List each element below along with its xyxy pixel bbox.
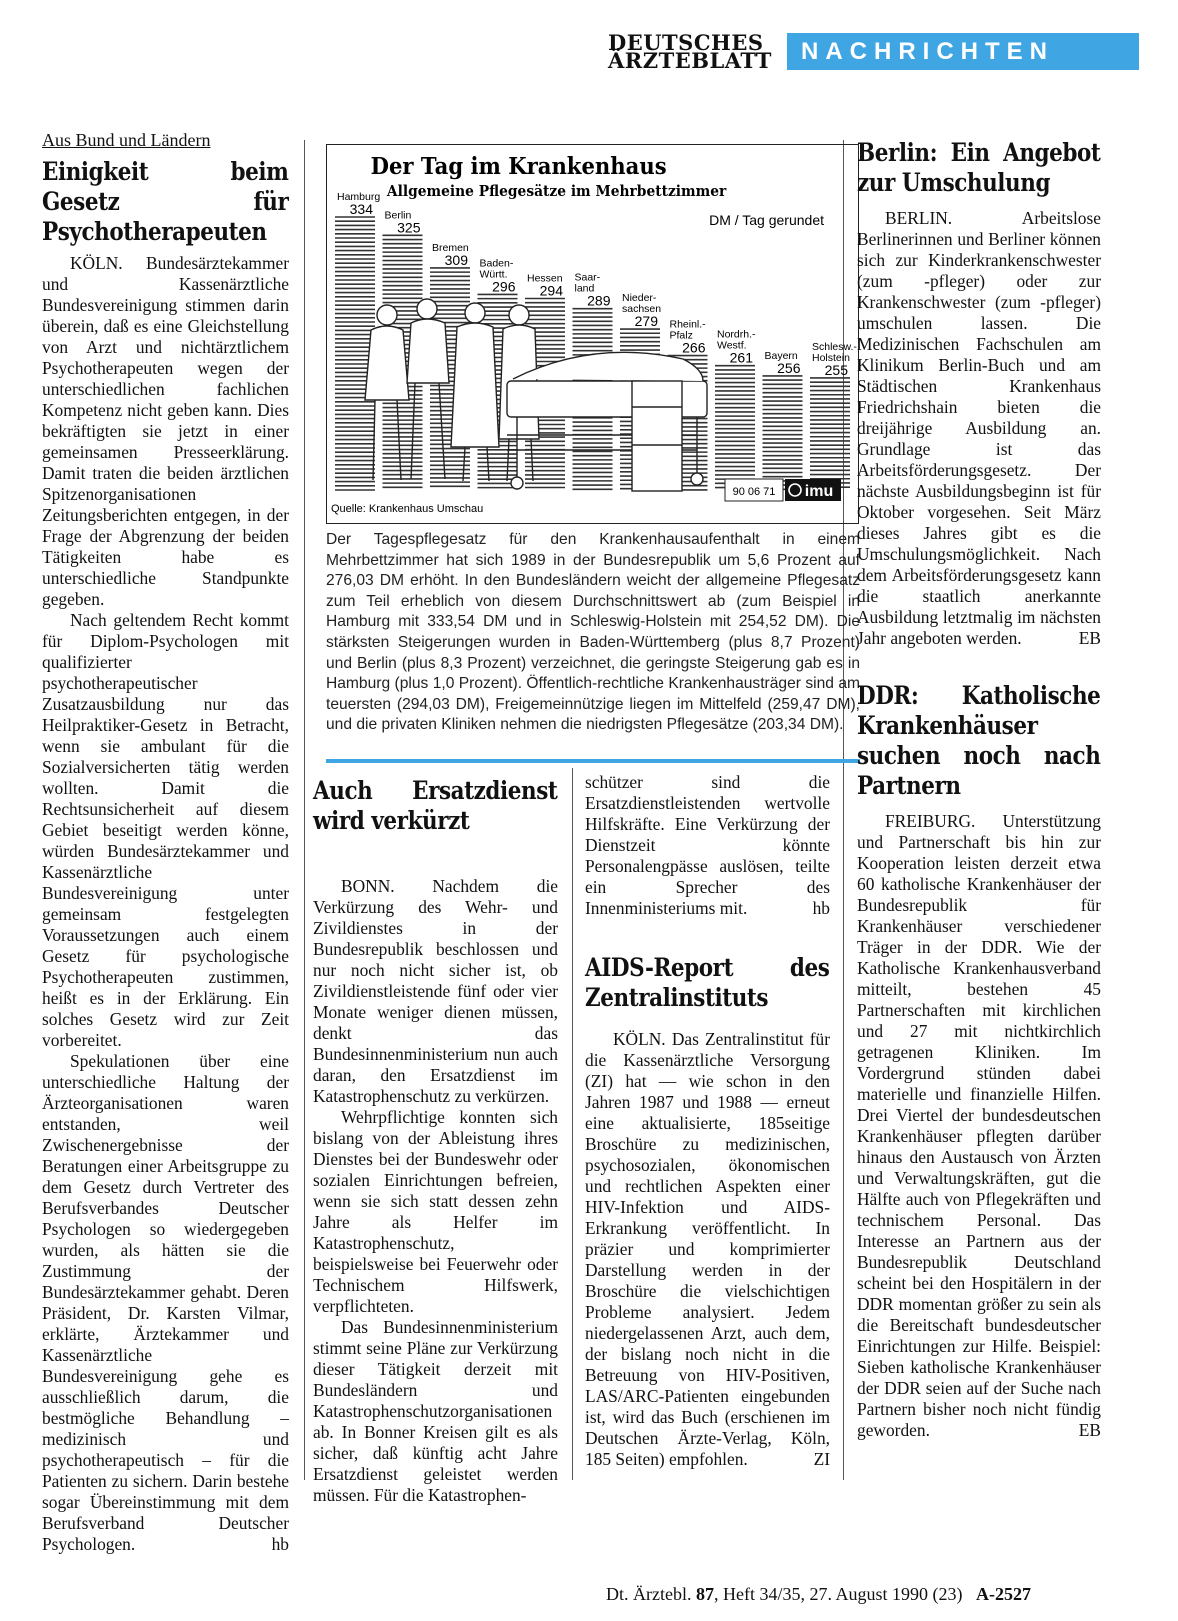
bar-category-label: Hamburg — [337, 191, 381, 203]
bar-chart — [327, 145, 857, 522]
chart-code: 90 06 71 — [732, 486, 776, 498]
paragraph: schützer sind die Ersatzdienstleistenden wertvolle Hilfskräfte. Eine Verkürzung der Dienstzeit könnte Personalengpässe auslösen, teilte ein Sprecher des Innenministeriums mit. hb — [585, 772, 830, 918]
paragraph: Spekulationen über eine unterschiedliche Haltung der Ärzteorganisationen waren entstanden, weil Zwischenergebnisse der Beratungen einer Arbeitsgruppe zu dem Gesetz durch Vertreter des Berufsverbandes Deutscher Psychologen so wiedergegeben wurden, als hätten sie die Zustimmung der Bundesärztekammer gehabt. Deren Präsident, Dr. Karsten Vilmar, erklärte, Ärztekammer und Kassenärztliche Bundesvereinigung gehe es ausschließlich darum, die bestmögliche Behandlung – medizinisch und psychotherapeutisch – für die Patienten zu sichern. Darin bestehe sogar Übereinstimmung mit dem Berufsverband Deutscher Psychologen. hb — [42, 1051, 289, 1554]
paragraph: Nach geltendem Recht kommt für Diplom-Psychologen mit qualifizierter psychotherapeutischer Zusatzausbildung nur das Heilpraktiker-Gesetz in Betracht, wenn sie ambulant für die Sozialversicherten tätig werden wollten. Damit die Rechtsunsicherheit auf diesem Gebiet beseitigt werden könne, würden Bundesärztekammer und Kassenärztliche Bundesvereinigung unter gemeinsam festgelegten Voraussetzungen auch einem Gesetz für psychologische Psychotherapeuten zustimmen, heißt es in der Erklärung. Ein solches Gesetz wird zur Zeit vorbereitet. — [42, 610, 289, 1050]
bar-category-label: Baden-Württ. — [479, 257, 514, 281]
bedside-table — [632, 381, 682, 491]
bar-value-label: 296 — [492, 278, 516, 295]
author-sign: hb — [271, 1534, 289, 1554]
paragraph: Wehrpflichtige konnten sich bislang von der Ableistung ihres Dienstes bei der Bundeswehr oder sozialen Einrichtungen befreien, wenn sie sich statt dessen zehn Jahre als Helfer im Katastrophenschutz, beispielsweise bei Feuerwehr oder Technischem Hilfswerk, verpflichteten. — [313, 1107, 558, 1316]
chart-unit: DM / Tag gerundet — [709, 212, 824, 228]
section-banner: NACHRICHTEN — [787, 33, 1139, 70]
bar-10 — [810, 378, 850, 487]
bar-category-label: Nieder-sachsen — [622, 292, 662, 316]
bar-category-label: Rheinl.-Pfalz — [669, 318, 706, 342]
bar-category-label: Berlin — [384, 209, 412, 222]
article-title-berlin: Berlin: Ein Angebot zur Umschulung — [857, 138, 1101, 197]
chart-tag-im-krankenhaus — [326, 144, 859, 524]
bar-value-label: 256 — [777, 359, 801, 376]
bar-category-label: Schlesw.-Holstein — [812, 340, 857, 364]
author-sign: hb — [812, 898, 830, 918]
paragraph: BONN. Nachdem die Verkürzung des Wehr- und Zivildienstes in der Bundesrepublik beschlossen und nur noch nicht sicher ist, ob Zivildienstleistende fünf oder vier Monate weniger dienen müssen, denkt das Bundesinnenministerium nun auch daran, den Ersatzdienst im Katastrophenschutz zu verkürzen. — [313, 876, 558, 1106]
bar-value-label: 266 — [682, 339, 706, 356]
author-sign: EB — [1078, 628, 1101, 648]
bar-value-label: 255 — [824, 361, 848, 378]
article-column-4 — [857, 134, 1101, 1441]
section-kicker: Aus Bund und Ländern — [42, 130, 211, 150]
bar-category-label: Hessen — [527, 272, 563, 285]
paragraph: FREIBURG. Unterstützung und Partnerschaft bis hin zur Kooperation leisten derzeit etwa 60 katholische Krankenhäuser der Bundesrepublik für Krankenhäuser verschiedener Träger in der DDR. Wie der Katholische Krankenhausverband mitteilt, bestehen 45 Partnerschaften mit kirchlichen und 27 mit nichtkirchlich getragenen Kliniken. Im Vordergrund stünden dabei materielle und finanzielle Hilfen. Drei Viertel der bundesdeutschen Krankenhäuser pflegten darüber hinaus den Austausch von Ärzten und Verwaltungskräften, gut die Hälfte auch von Pflegekräften und technischem Personal. Das Interesse an Partnern aus der Bundesrepublik Deutschland scheint bei den Hospitälern in der DDR momentan größer zu sein als die Bereitschaft bundesdeutscher Einrichtungen zur Hilfe. Beispiel: Sieben katholische Krankenhäuser der DDR seien auf der Suche nach Partnern bisher noch nicht fündig geworden. EB — [857, 811, 1101, 1440]
paragraph: KÖLN. Das Zentralinstitut für die Kassenärztliche Versorgung (ZI) hat — wie schon in den Jahren 1987 und 1988 — erneut eine aktualisierte, 185seitige Broschüre zu medizinischen, psychosozialen, ökonomischen und rechtlichen Aspekten einer HIV-Infektion und AIDS-Erkrankung veröffentlicht. In präzier und komprimierter Darstellung werden in der Broschüre die vielschichtigen Probleme analysiert. Jedem niedergelassenen Arzt, auch dem, der bislang noch nicht in die Betreuung von HIV-Positiven, LAS/ARC-Patienten eingebunden ist, wird das Buch (erschienen im Deutschen Ärzte-Verlag, Köln, 185 Seiten) empfohlen. ZI — [585, 1029, 830, 1469]
bar-value-label: 279 — [634, 313, 658, 330]
column-divider — [304, 140, 305, 1480]
page-footer — [606, 1584, 1031, 1605]
section-rule — [326, 759, 860, 763]
brand-line1: DEUTSCHES — [608, 30, 764, 55]
bar-value-label: 325 — [397, 219, 421, 236]
masthead-brand — [608, 30, 778, 73]
paragraph: KÖLN. Bundesärztekammer und Kassenärztliche Bundesvereinigung stimmen darin überein, daß es eine Gleichstellung von Arzt und nichtärztlichem Psychotherapeuten wegen der unterschiedlichen fachlichen Kompetenz nicht geben kann. Dies bekräftigten sie jetzt in einer gemeinsamen Presseerklärung. Damit traten die beiden ärztlichen Spitzenorganisationen Zeitungsberichten entgegen, in der Frage der Abgrenzung der beiden Tätigkeiten habe es unterschiedliche Standpunkte gegeben. — [42, 253, 289, 609]
article-title: Einigkeit beim Gesetz für Psychotherapeuten — [42, 157, 289, 246]
article-title-ddr: DDR: Katholische Krankenhäuser suchen noch nach Partnern — [857, 681, 1101, 800]
bar-value-label: 289 — [587, 292, 611, 309]
bar-category-label: Bayern — [764, 349, 798, 362]
paragraph: Das Bundesinnenministerium stimmt seine Pläne zur Verkürzung dieser Tätigkeit derzeit mit Bundesländern und Katastrophenschutzorganisationen ab. In Bonner Kreisen gilt es als sicher, daß künftig acht Jahre Ersatzdienst geleistet werden müssen. Für die Katastrophen- — [313, 1317, 558, 1505]
author-sign: ZI — [813, 1449, 830, 1469]
author-sign: EB — [1078, 1420, 1101, 1440]
bar-category-label: Nordrh.-Westf. — [717, 328, 756, 352]
bar-value-label: 261 — [729, 349, 753, 366]
paragraph: BERLIN. Arbeitslose Berlinerinnen und Berliner können sich zur Kinderkrankenschwester (zum -pfleger) oder zur Krankenschwester (zum -pfleger) umschulen lassen. Die Medizinischen Fachschulen am Klinikum Berlin-Buch und am Städtischen Krankenhaus Friedrichshain bieten die dreijährige Ausbildung an. Grundlage ist das Arbeitsförderungsgesetz. Der nächste Ausbildungsbeginn ist für Oktober vorgesehen. Seit März dieses Jahres gibt es die Umschulungsmöglichkeit. Nach dem Arbeitsförderungsgesetz kann die staatlich anerkannte Ausbildung letztmalig im nächsten Jahr angeboten werden. EB — [857, 208, 1101, 648]
page-number: A-2527 — [975, 1584, 1031, 1604]
chart-source: Quelle: Krankenhaus Umschau — [331, 503, 484, 515]
bar-9 — [763, 376, 803, 489]
bar-8 — [715, 366, 755, 488]
article-ersatzdienst — [313, 772, 558, 1506]
column-divider — [572, 768, 573, 1480]
article-psychotherapeuten — [42, 130, 289, 1555]
chart-code-box — [725, 479, 841, 501]
imu-logo: imu — [804, 483, 834, 500]
chart-caption: Der Tagespflegesatz für den Krankenhausaufenthalt in einem Mehrbettzimmer hat sich 1989 in der Bundesrepublik um 5,6 Prozent auf 276,03 DM erhöht. In den Bundesländern weicht der allgemeine Pflegesatz zum Teil erheblich von diesem Durchschnittswert ab (zum Beispiel in Hamburg mit 333,54 DM und in Schleswig-Holstein mit 254,52 DM). Die stärksten Steigerungen wurden in Baden-Württemberg (plus 8,7 Prozent) und Berlin (plus 8,3 Prozent) verzeichnet, die geringste Steigerung gab es in Hamburg (plus 1,0 Prozent). Öffentlich-rechtliche Krankenhausträger sind am teuersten (294,03 DM), Freigemeinnützige liegen im Mittelfeld (259,47 DM), und die privaten Kliniken nehmen die niedrigsten Pflegesätze (203,34 DM). — [326, 531, 860, 734]
volume: 87 — [695, 1584, 714, 1604]
bar-value-label: 334 — [349, 201, 373, 217]
bar-category-label: Saar-land — [574, 271, 601, 295]
bar-value-label: 294 — [539, 282, 563, 299]
issue: , Heft 34/35, 27. August 1990 (23) — [713, 1584, 963, 1604]
article-title: Auch Ersatzdienst wird verkürzt — [313, 776, 558, 835]
chart-title: Der Tag im Krankenhaus — [370, 153, 667, 181]
bar-value-label: 309 — [444, 251, 468, 268]
article-title: AIDS-Report des Zentralinstituts — [585, 953, 830, 1012]
article-aids-report — [585, 772, 830, 1470]
chart-subtitle: Allgemeine Pflegesätze im Mehrbettzimmer — [386, 182, 727, 201]
bar-category-label: Bremen — [432, 241, 469, 254]
journal-name: Dt. Ärztebl. — [606, 1584, 692, 1604]
brand-line2: ÄRZTEBLATT — [608, 48, 772, 73]
